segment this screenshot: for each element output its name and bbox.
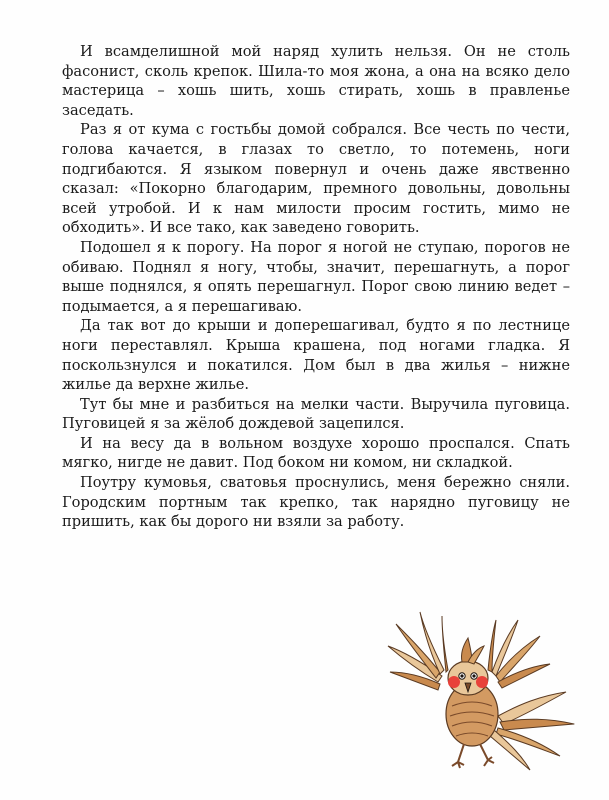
story-text <box>62 42 570 532</box>
paragraph-1: И всамделишной мой наряд хулить нельзя. Он не столь фасонист, сколь крепок. Шила-то моя жона, а она на всяко дело мастерица – хошь шить, хошь стирать, хошь в правленье заседать. <box>62 43 570 119</box>
bird-head <box>448 638 488 695</box>
paragraph-7: Поутру кумовья, сватовья проснулись, меня бережно сняли. Городским портным так крепко, так нарядно пуговицу не пришить, как бы дорого ни взяли за работу. <box>62 474 570 531</box>
paragraph-4: Да так вот до крыши и доперешагивал, будто я по лестнице ноги переставлял. Крыша крашена, под ногами гладка. Я поскользнулся и покатился. Дом был в два жилья – нижне жилье да верхне жилье. <box>62 317 570 394</box>
right-wing <box>488 620 550 688</box>
paragraph-3: Подошел я к порогу. На порог я ногой не ступаю, порогов не обиваю. Поднял я ногу, чтобы, значит, перешагнуть, а порог выше поднялся, я опять перешагнул. Порог свою линию ведет – подымается, а я перешагиваю. <box>62 238 570 315</box>
paragraph-2: Раз я от кума с гостьбы домой собрался. Все честь по чести, голова качается, в глазах то светло, то потемень, ноги подгибаются. Я языком повернул и очень даже явственно сказал: «Покорно благодарим, премного довольны, довольны всей утробой. И к нам милости просим гостить, мимо не обходить». И все тако, как заведено говорить. <box>62 121 570 237</box>
folk-bird-illustration <box>380 606 580 776</box>
left-wing <box>388 612 448 690</box>
bird-legs <box>452 744 494 768</box>
paragraph-6: И на весу да в вольном воздухе хорошо проспался. Спать мягко, нигде не давит. Под боком ни комом, ни складкой. <box>62 434 570 472</box>
paragraph-5: Тут бы мне и разбиться на мелки части. Выручила пуговица. Пуговицей я за жёлоб дождевой зацепился. <box>62 395 570 433</box>
tail-feathers <box>490 692 574 770</box>
